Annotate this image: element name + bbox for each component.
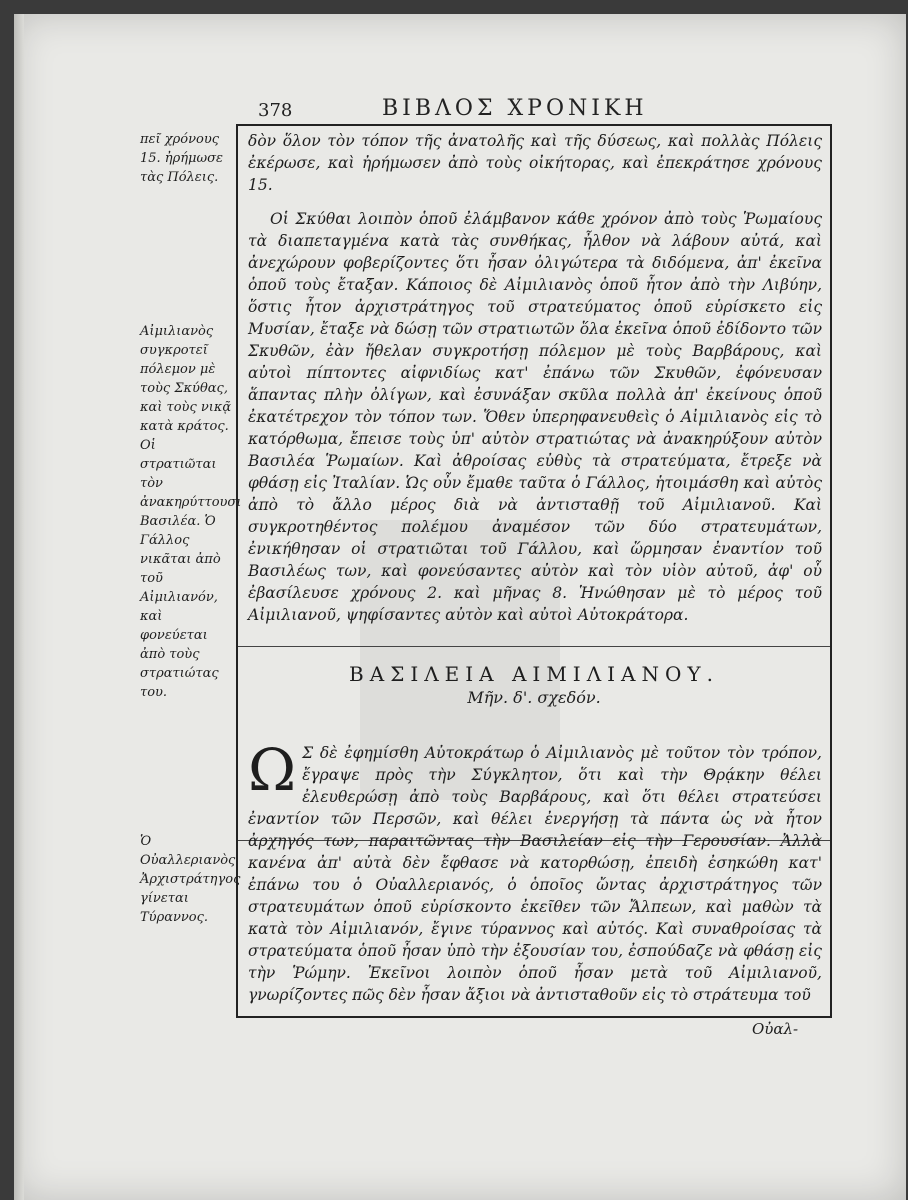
page-edge	[14, 14, 24, 1200]
margin-note-3: Ὁ Οὐαλλεριανὸς Ἀρχιστράτηγος γίνεται Τύραννος.	[140, 834, 241, 925]
paragraph-1: δὸν ὅλον τὸν τόπον τῆς ἀνατολῆς καὶ τῆς δύσεως, καὶ πολλὰς Πόλεις ἐκέρωσε, καὶ ἠρήμωσεν ἀπὸ τοὺς οἰκήτορας, καὶ ἐπεκράτησε χρόνους 15.	[248, 132, 822, 194]
section-subtitle: Μῆν. δ'. σχεδόν.	[467, 688, 601, 707]
paragraph-2: Οἱ Σκύθαι λοιπὸν ὁποῦ ἐλάμβανον κάθε χρόνον ἀπὸ τοὺς Ῥωμαίους τὰ διαπεταγμένα κατὰ τὰς συνθήκας, ἦλθον νὰ λάβουν αὐτά, καὶ ἀνεχώρουν φοβερίζοντες ὅτι ἦσαν ὀλιγώτερα τὰ διδόμενα, ἀπ' ἐκεῖνα ὁποῦ τοὺς ἔταξαν. Κάποιος δὲ Αἰμιλιανὸς ὁποῦ ἦτον ἀπὸ τὴν Λιβύην, ὅστις ἦτον ἀρχιστράτηγος τοῦ στρατεύματος ὁποῦ εὑρίσκετο εἰς Μυσίαν, ἔταξε νὰ δώσῃ τῶν στρατιωτῶν ὅλα ἐκεῖνα ὁποῦ ἐδίδοντο τῶν Σκυθῶν, ἐὰν ἤθελαν συγκροτήσῃ πόλεμον μὲ τοὺς Βαρβάρους, καὶ αὐτοὶ πίπτοντες αἰφνιδίως κατ' ἐπάνω τῶν Σκυθῶν, ἐφόνευσαν ἅπαντας πλὴν ὀλίγων, καὶ ἐσυνάξαν σκῦλα πολλὰ ἀπ' ἐκείνους ὁποῦ ἐκατέτρεχον τὸν τόπον των. Ὅθεν ὑπερηφανευθεὶς ὁ Αἰμιλιανὸς εἰς τὸ κατόρθωμα, ἔπεισε τοὺς ὑπ' αὐτὸν στρατιώτας νὰ ἀνακηρύξουν αὐτὸν Βασιλέα Ῥωμαίων. Καὶ ἀθροίσας εὐθὺς τὰ στρατεύματα, ἔτρεξε νὰ φθάσῃ εἰς Ἰταλίαν. Ὡς οὖν ἔμαθε ταῦτα ὁ Γάλλος, ἡτοιμάσθη καὶ αὐτὸς ἀπὸ τὸ ἄλλο μέρος διὰ νὰ ἀντισταθῇ τοῦ Αἰμιλιανοῦ. Καὶ συγκροτηθέντος πολέμου ἀναμέσον τῶν δύο στρατευμάτων, ἐνικήθησαν οἱ στρατιῶται τοῦ Γάλλου, καὶ ὥρμησαν ἐναντίον τοῦ Βασιλέως των, καὶ φονεύσαντες αὐτὸν καὶ τὸν υἱὸν αὐτοῦ, ἀφ' οὗ ἐβασίλευσε χρόνους 2. καὶ μῆνας 8. Ἡνώθησαν μὲ τὸ μέρος τοῦ Αἰμιλιανοῦ, ψηφίσαντες αὐτὸν καὶ αὐτοὶ Αὐτοκράτορα.	[248, 210, 822, 624]
paragraph-3	[248, 736, 822, 1006]
margin-note-1: πεῖ χρόνους 15. ἠρήμωσε τὰς Πόλεις.	[140, 132, 223, 185]
margin-note-2: Αἰμιλιανὸς συγκροτεῖ πόλεμον μὲ τοὺς Σκύθας, καὶ τοὺς νικᾷ κατὰ κράτος. Οἱ στρατιῶται τὸν ἀνακηρύττουσι Βασιλέα. Ὁ Γάλλος νικᾶται ἀπὸ τοῦ Αἰμιλιανόν, καὶ φονεύεται ἀπὸ τοὺς στρατιώτας του.	[140, 324, 242, 700]
section-rule-top	[238, 646, 830, 647]
catchword: Οὐαλ-	[752, 1020, 799, 1038]
drop-cap: Ω	[248, 736, 297, 804]
running-title: ΒΙΒΛΟΣ ΧΡΟΝΙΚΗ	[382, 96, 648, 121]
paragraph-3-text: Σ δὲ ἐφημίσθη Αὐτοκράτωρ ὁ Αἰμιλιανὸς μὲ τοῦτον τὸν τρόπον, ἔγραψε πρὸς τὴν Σύγκλητον, ὅτι καὶ τὴν Θρᾴκην θέλει ἐλευθερώσῃ ἀπὸ τοὺς Βαρβάρους, καὶ ὅτι θέλει στρατεύσει ἐναντίον τῶν Περσῶν, καὶ θέλει ἐνεργήσῃ τὰ πάντα ὡς νὰ ἦτον ἀρχηγός των, παραιτῶντας τὴν Βασιλείαν εἰς τὴν Γερουσίαν. Ἀλλὰ κανένα ἀπ' αὐτὰ δὲν ἔφθασε νὰ κατορθώσῃ, ἐπειδὴ ἐσηκώθη κατ' ἐπάνω του ὁ Οὐαλλεριανός, ὁ ὁποῖος ὤντας ἀρχιστράτηγος τῶν στρατευμάτων ὁποῦ εὑρίσκοντο ἐκεῖθεν τῶν Ἄλπεων, καὶ μαθὼν τὰ κατὰ τὸν Αἰμιλιανόν, ἔγινε τύραννος καὶ αὐτός. Καὶ συναθροίσας τὰ στρατεύματα ὁποῦ ἦσαν ὑπὸ τὴν ἐξουσίαν του, ἐσπούδαζε νὰ φθάσῃ εἰς τὴν Ῥώμην. Ἐκεῖνοι λοιπὸν ὁποῦ ἦσαν μετὰ τοῦ Αἰμιλιανοῦ, γνωρίζοντες πῶς δὲν ἦσαν ἄξιοι νὰ ἀντισταθοῦν εἰς τὸ στράτευμα τοῦ	[248, 744, 822, 1004]
page-number: 378	[258, 100, 293, 121]
page-header	[252, 96, 832, 126]
section-title: ΒΑΣΙΛΕΙΑ ΑΙΜΙΛΙΑΝΟΥ.	[349, 662, 719, 686]
